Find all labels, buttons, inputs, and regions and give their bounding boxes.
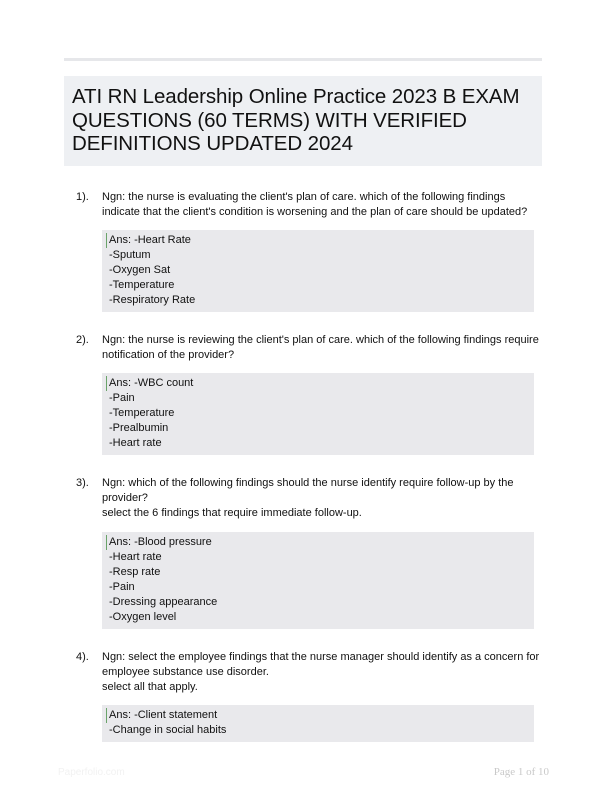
question-text: Ngn: select the employee findings that the nurse manager should identify as a concern for employee substance use disorder. select all that apply.: [102, 651, 540, 693]
answer-box-3: [102, 532, 534, 629]
answer-box-4: [102, 705, 534, 742]
answer-line: -Pain: [109, 581, 135, 593]
answer-box-2: [102, 373, 534, 455]
top-divider: [64, 58, 542, 61]
question-number: 2).: [76, 334, 89, 346]
answer-line: -Resp rate: [109, 566, 161, 578]
answer-line: -Change in social habits: [109, 724, 227, 736]
question-number: 1).: [76, 191, 89, 203]
answer-line: -Sputum: [109, 249, 151, 261]
answer-line: Ans: -Client statement: [106, 708, 527, 723]
answer-line: -Respiratory Rate: [109, 294, 196, 306]
answer-line: Ans: -Heart Rate: [106, 233, 527, 248]
question-number: 4).: [76, 651, 89, 663]
answer-line: -Prealbumin: [109, 422, 169, 434]
answer-line: Ans: -Blood pressure: [106, 535, 527, 550]
title-box: [64, 76, 542, 166]
answer-line: -Heart rate: [109, 437, 162, 449]
question-text: Ngn: the nurse is evaluating the client's plan of care. which of the following findings indicate that the client's condition is worsening and the plan of care should be updated?: [102, 191, 528, 218]
answer-line: -Oxygen Sat: [109, 264, 171, 276]
answer-box-1: [102, 230, 534, 312]
answer-line: -Pain: [109, 392, 135, 404]
question-text: Ngn: which of the following findings should the nurse identify require follow-up by the provider? select the 6 findings that require immediate follow-up.: [102, 477, 514, 519]
answer-line: -Dressing appearance: [109, 596, 218, 608]
question-number: 3).: [76, 477, 89, 489]
answer-line: Ans: -WBC count: [106, 376, 527, 391]
document-title: ATI RN Leadership Online Practice 2023 B EXAM QUESTIONS (60 TERMS) WITH VERIFIED DEFINITIONS UPDATED 2024: [72, 85, 520, 155]
footer-watermark: Paperfolio.com: [58, 767, 125, 778]
answer-line: -Temperature: [109, 407, 175, 419]
answer-line: -Oxygen level: [109, 611, 177, 623]
answer-line: -Temperature: [109, 279, 175, 291]
question-text: Ngn: the nurse is reviewing the client's plan of care. which of the following findings require notification of the provider?: [102, 334, 539, 361]
page-number: Page 1 of 10: [493, 766, 549, 778]
answer-line: -Heart rate: [109, 551, 162, 563]
